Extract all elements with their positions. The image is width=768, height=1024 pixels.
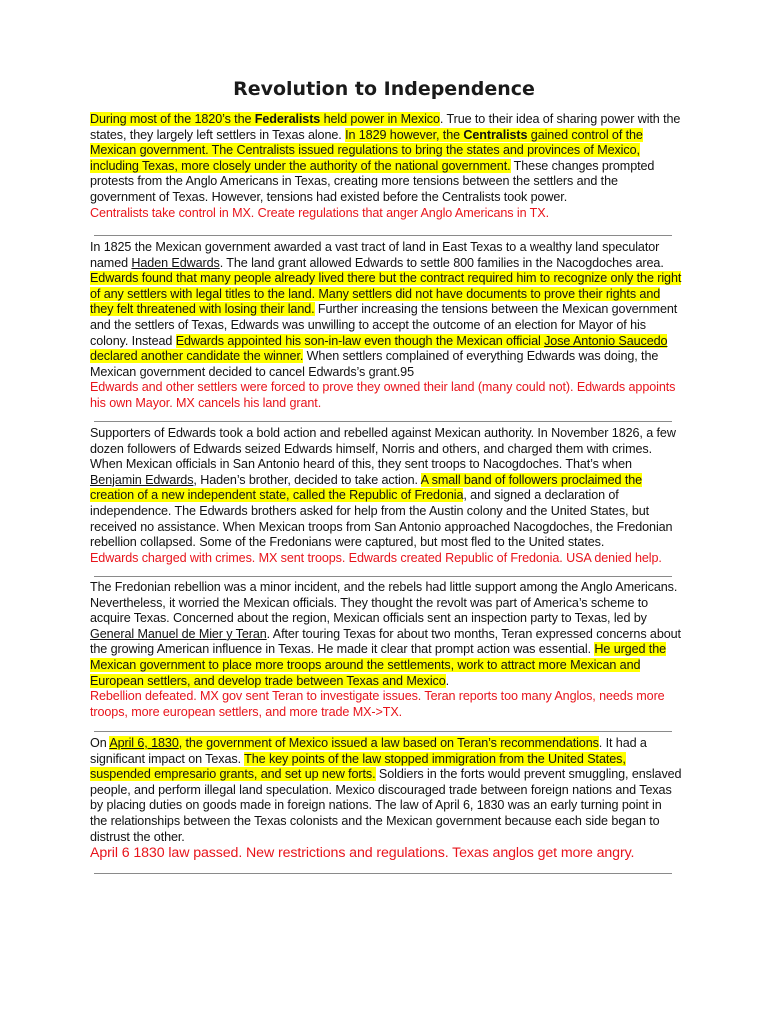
paragraph-teran: The Fredonian rebellion was a minor incident, and the rebels had little support among the Anglo Americans. Nevertheless, it worried the Mexican officials. They thought the revolt was part of America’s scheme to acquire Texas. Concerned about the region, Mexican officials sent an inspection party to Texas, led by General Manuel de Mier y Teran. After touring Texas for about two months, Teran expressed concerns about the growing American influence in Texas. He made it clear that prompt action was essential. He urged the Mexican government to place more troops around the settlements, work to attract more Mexican and European settlers, and develop trade between Texas and Mexico. [90,580,681,688]
summary-note: Centralists take control in MX. Create regulations that anger Anglo Americans in TX. [90,205,549,220]
underlined-name: Benjamin Edwards [90,472,194,487]
underlined-name: General Manuel de Mier y Teran [90,626,267,641]
underlined-name: Haden Edwards [131,255,220,270]
divider-line [94,576,672,577]
highlight: The key points of the law stopped immigration from the United States, suspended empresario grants, and set up new forts. [90,751,626,782]
section-teran [90,580,682,720]
section-fredonia [90,426,682,566]
divider-line [94,873,672,874]
highlight: During most of the 1820’s the Federalists held power in Mexico [90,112,440,126]
underlined-date: April 6, 1830 [109,736,179,750]
bold-term: Federalists [254,112,321,126]
paragraph-law-1830: On April 6, 1830, the government of Mexico issued a law based on Teran’s recommendations. It had a significant impact on Texas. The key points of the law stopped immigration from the United States, suspended empresario grants, and set up new forts. Soldiers in the forts would prevent smuggling, enslaved people, and perform illegal land speculation. Mexico discouraged trade between foreign nations and Texas by placing duties on goods made in foreign nations. The law of April 6, 1830 was an early turning point in the relationships between the Texas colonists and the Mexican government because each side began to distrust the other. [90,736,682,844]
page-title: Revolution to Independence [233,78,535,100]
highlight: In 1829 however, the Centralists gained control of the Mexican government. The Centralists issued regulations to bring the states and provinces of Mexico, including Texas, more closely under the authority of the national government. [90,127,643,173]
section-federalists [90,112,682,221]
paragraph-fredonia: Supporters of Edwards took a bold action and rebelled against Mexican authority. In November 1826, a few dozen followers of Edwards seized Edwards himself, Norris and others, and charged them with crimes. When Mexican officials in San Antonio heard of this, they sent troops to Nacogdoches. That’s when Benjamin Edwards, Haden’s brother, decided to take action. A small band of followers proclaimed the creation of a new independent state, called the Republic of Fredonia, and signed a declaration of independence. The Edwards brothers asked for help from the Austin colony and the United States, but received no assistance. When Mexican troops from San Antonio approached Nacogdoches, the Fredonian rebellion collapsed. Some of the Fredonians were captured, but most fled to the United states. [90,426,676,550]
highlight: April 6, 1830, the government of Mexico issued a law based on Teran’s recommendations [109,736,599,750]
summary-note: April 6 1830 law passed. New restrictions and regulations. Texas anglos get more angry. [90,845,635,862]
underlined-name: Jose Antonio Saucedo [544,333,668,348]
highlight: Edwards appointed his son-in-law even though the Mexican official Jose Antonio Saucedo declared another candidate the winner. [90,333,668,364]
highlight: Edwards found that many people already lived there but the contract required him to recognize only the right of any settlers with legal titles to the land. Many settlers did not have documents to prove their rights and they felt threatened with losing their land. [90,271,682,317]
summary-note: Rebellion defeated. MX gov sent Teran to investigate issues. Teran reports too many Anglos, needs more troops, more european settlers, and more trade MX->TX. [90,689,665,719]
paragraph-haden-edwards: In 1825 the Mexican government awarded a vast tract of land in East Texas to a wealthy land speculator named Haden Edwards. The land grant allowed Edwards to settle 800 families in the Nacogdoches area. Edwards found that many people already lived there but the contract required him to recognize only the right of any settlers with legal titles to the land. Many settlers did not have documents to prove their rights and they felt threatened with losing their land. Further increasing the tensions between the Mexican government and the settlers of Texas, Edwards was unwilling to accept the outcome of an election for Mayor of his colony. Instead Edwards appointed his son-in-law even though the Mexican official Jose Antonio Saucedo declared another candidate the winner. When settlers complained of everything Edwards was doing, the Mexican government decided to cancel Edwards’s grant.95 [90,240,682,379]
highlight: A small band of followers proclaimed the creation of a new independent state, called the Republic of Fredonia [90,472,643,503]
bold-term: Centralists [463,127,528,142]
section-haden-edwards [90,240,682,412]
highlight: He urged the Mexican government to place more troops around the settlements, work to attract more Mexican and European settlers, and develop trade between Texas and Mexico [90,642,667,688]
paragraph-federalists: During most of the 1820’s the Federalists held power in Mexico. True to their idea of sharing power with the states, they largely left settlers in Texas alone. In 1829 however, the Centralists gained control of the Mexican government. The Centralists issued regulations to bring the states and provinces of Mexico, including Texas, more closely under the authority of the national government. These changes prompted protests from the Anglo Americans in Texas, creating more tensions between the settlers and the government of Texas. However, tensions had existed before the Centralists took power. [90,112,681,204]
summary-note: Edwards and other settlers were forced to prove they owned their land (many could not). Edwards appoints his own Mayor. MX cancels his land grant. [90,380,676,410]
divider-line [94,421,672,422]
divider-line [94,235,672,236]
summary-note: Edwards charged with crimes. MX sent troops. Edwards created Republic of Fredonia. USA denied help. [90,550,662,565]
divider-line [94,731,672,732]
section-law-1830 [90,736,682,862]
